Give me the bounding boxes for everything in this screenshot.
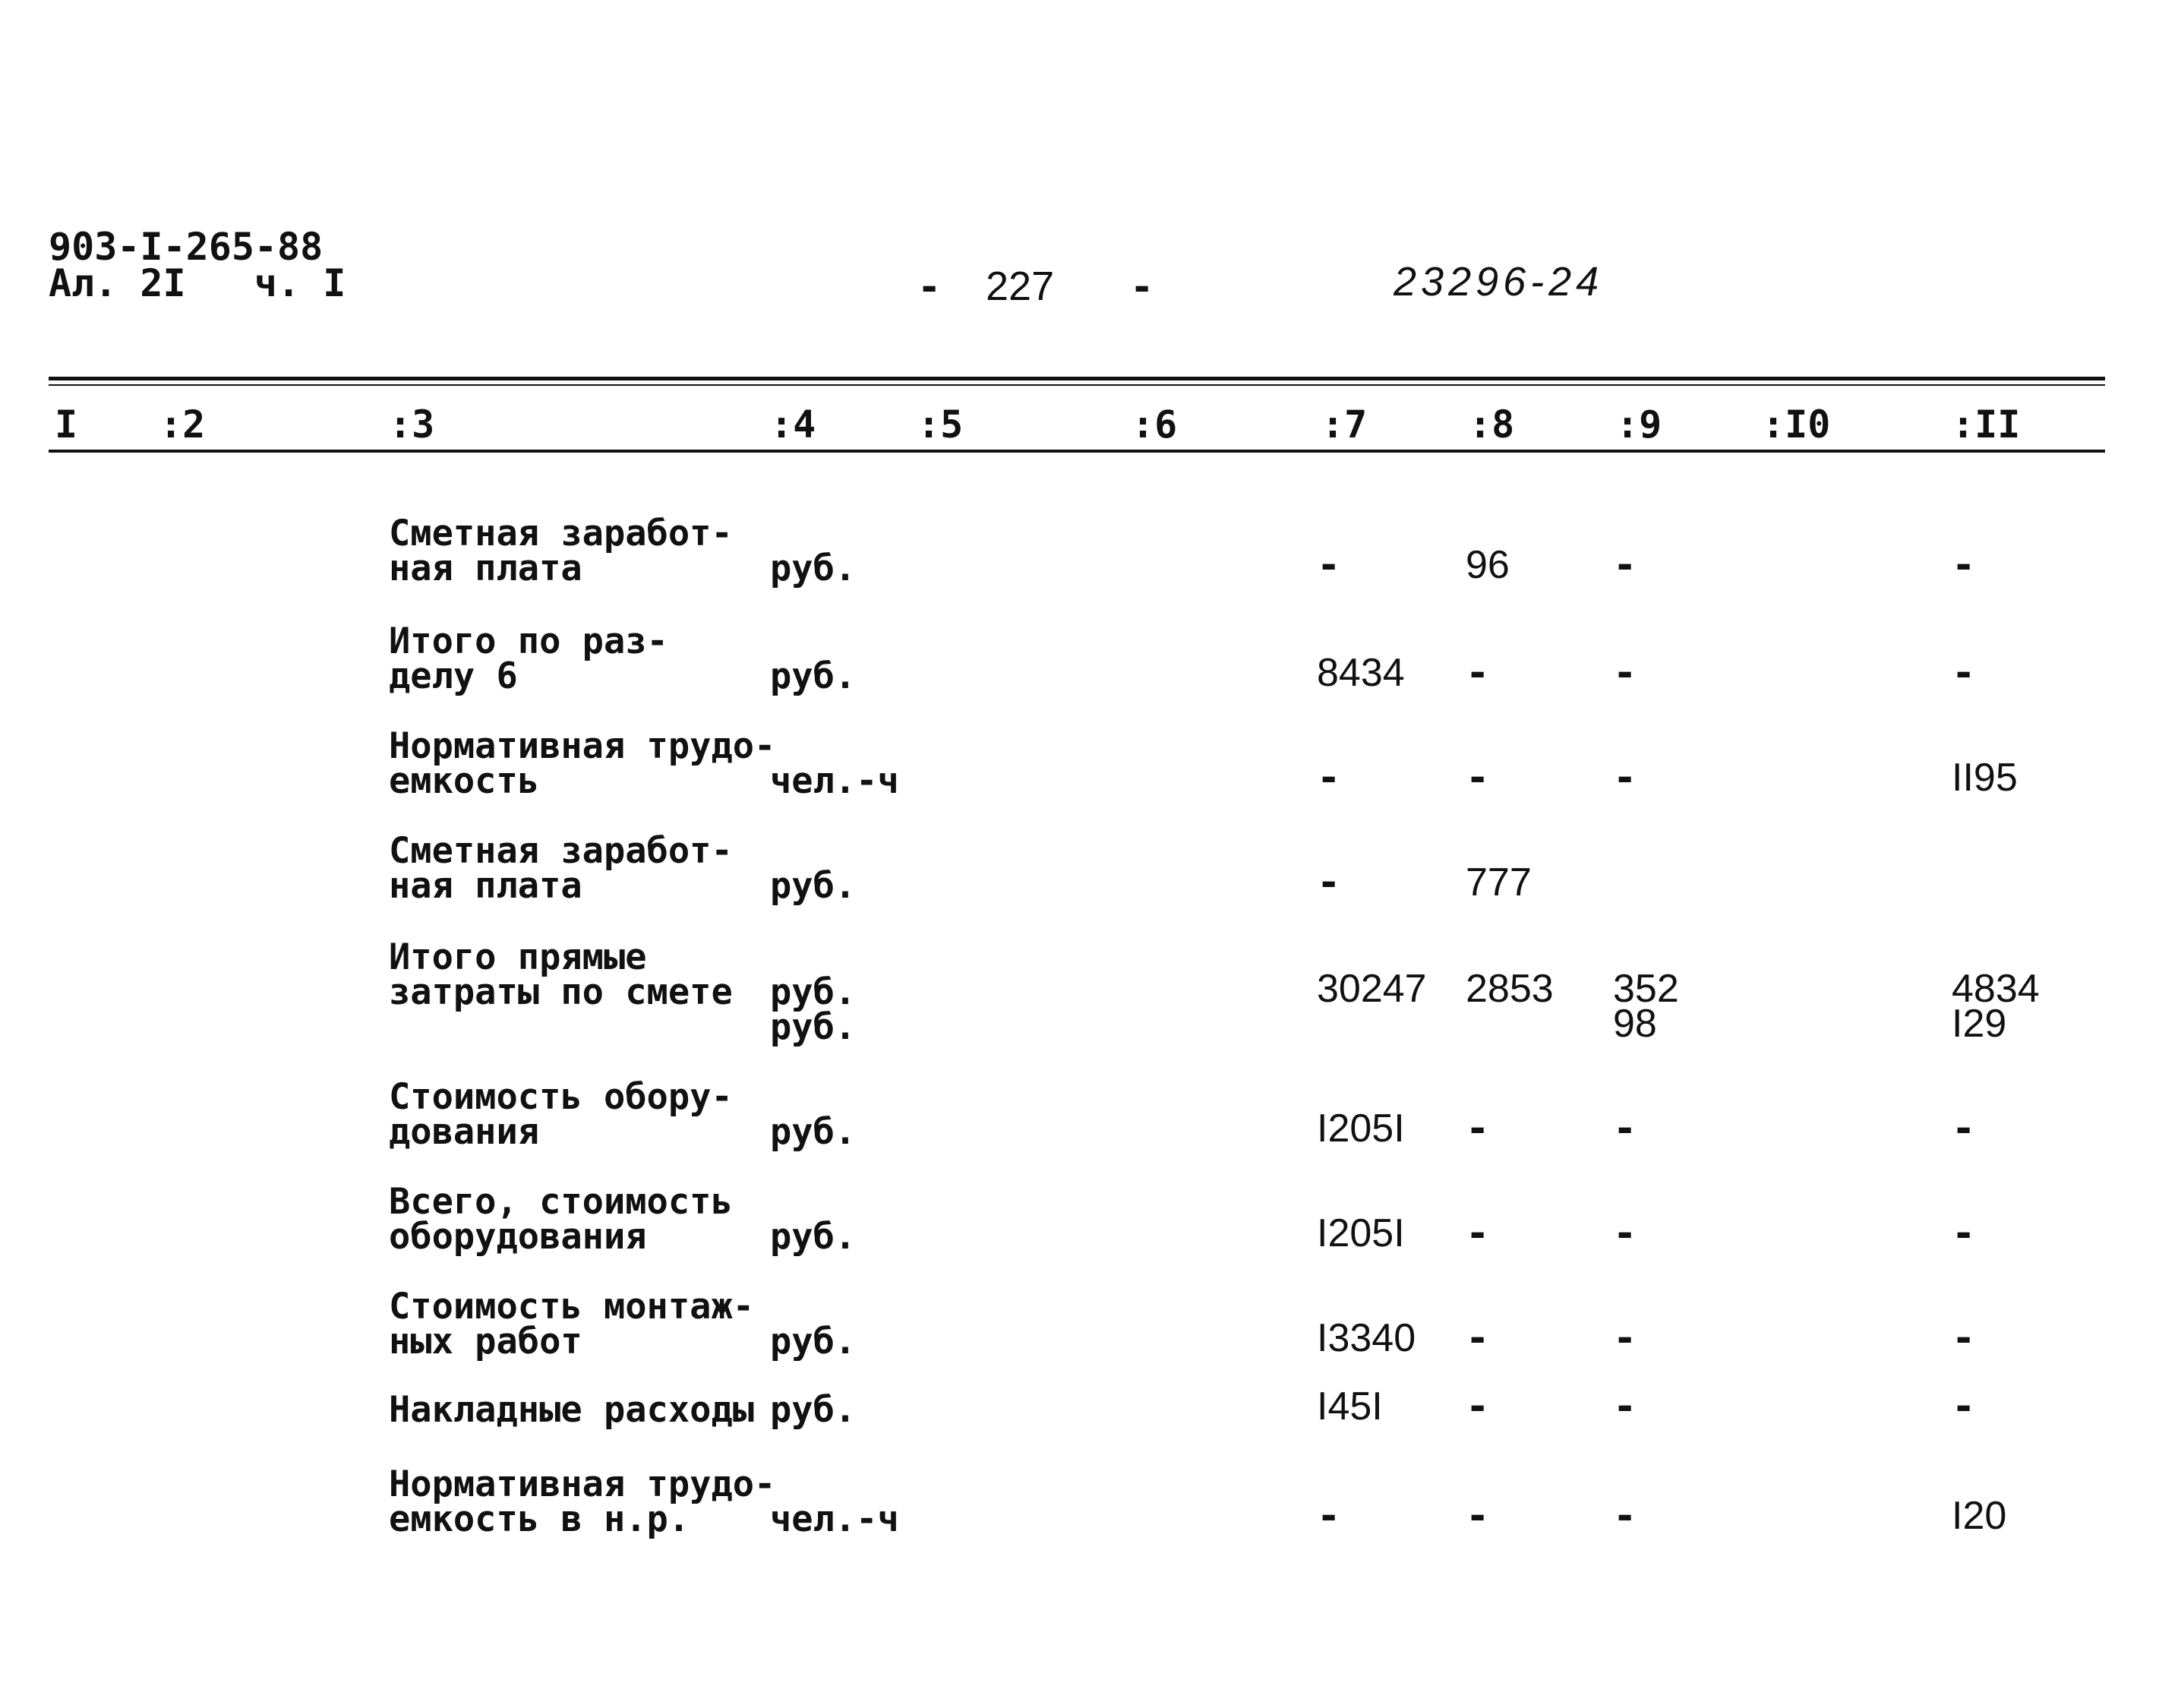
row-7-c11-value: - <box>1952 1315 1976 1361</box>
row-3-c8-value: 777 <box>1466 860 1532 905</box>
row-9-c7-value: - <box>1317 1493 1341 1539</box>
row-3-description: ная плата <box>389 865 582 907</box>
column-header-underline <box>49 450 2105 453</box>
row-3-c7-value: - <box>1317 860 1341 905</box>
row-8-unit: руб. <box>770 1389 857 1431</box>
column-number-c6: :6 <box>1132 403 1178 447</box>
sheet-info: Ал. 2I ч. I <box>49 261 346 305</box>
row-6-unit: руб. <box>770 1216 857 1258</box>
row-4-c9-value: 352 <box>1613 967 1679 1011</box>
row-6-c11-value: - <box>1952 1211 1976 1256</box>
row-4-unit: руб. <box>770 1006 857 1048</box>
column-number-c8: :8 <box>1469 403 1515 447</box>
row-3-description: Сметная заработ- <box>389 830 733 872</box>
row-4-c11-value: 4834 <box>1952 967 2040 1011</box>
column-number-c3: :3 <box>389 403 435 447</box>
row-9-description: Нормативная трудо- <box>389 1463 776 1505</box>
row-8-c8-value: - <box>1466 1384 1490 1429</box>
row-0-unit: руб. <box>770 548 857 589</box>
row-1-description: делу 6 <box>389 655 518 697</box>
row-8-c9-value: - <box>1613 1384 1637 1429</box>
row-2-description: Нормативная трудо- <box>389 725 776 767</box>
row-6-description: Всего, стоимость <box>389 1181 733 1223</box>
row-5-c11-value: - <box>1952 1106 1976 1151</box>
column-number-c11: :II <box>1952 403 2021 447</box>
column-number-c2: :2 <box>159 403 206 447</box>
row-5-c8-value: - <box>1466 1106 1490 1151</box>
column-number-c9: :9 <box>1616 403 1662 447</box>
page-dash-right: - <box>1130 264 1154 310</box>
row-2-unit: чел.-ч <box>770 760 899 802</box>
page-number: 227 <box>986 264 1055 309</box>
column-number-c7: :7 <box>1321 403 1368 447</box>
row-4-unit: руб. <box>770 971 857 1013</box>
row-7-c7-value: I3340 <box>1317 1316 1416 1360</box>
row-1-c8-value: - <box>1466 650 1490 696</box>
row-2-description: емкость <box>389 760 540 802</box>
page-dash-left: - <box>917 264 942 310</box>
row-0-c7-value: - <box>1317 542 1341 588</box>
row-6-c8-value: - <box>1466 1211 1490 1256</box>
row-4-description: затраты по смете <box>389 971 733 1013</box>
row-7-c9-value: - <box>1613 1315 1637 1361</box>
row-6-c9-value: - <box>1613 1211 1637 1256</box>
row-7-description: ных работ <box>389 1321 582 1362</box>
row-1-unit: руб. <box>770 655 857 697</box>
row-6-c7-value: I205I <box>1317 1211 1405 1255</box>
row-1-description: Итого по раз- <box>389 620 668 662</box>
row-7-description: Стоимость монтаж- <box>389 1286 755 1328</box>
row-9-description: емкость в н.р. <box>389 1498 690 1540</box>
row-4-description: Итого прямые <box>389 936 647 978</box>
top-rule-thin <box>49 384 2105 386</box>
row-8-c7-value: I45I <box>1317 1384 1383 1429</box>
column-number-c5: :5 <box>917 403 964 447</box>
column-number-c10: :I0 <box>1762 403 1831 447</box>
row-4-c11-value: I29 <box>1952 1002 2007 1046</box>
row-9-unit: чел.-ч <box>770 1498 899 1540</box>
row-4-c8-value: 2853 <box>1466 967 1554 1011</box>
row-0-c11-value: - <box>1952 542 1976 588</box>
row-5-description: Стоимость обору- <box>389 1076 733 1118</box>
row-9-c8-value: - <box>1466 1493 1490 1539</box>
row-5-c9-value: - <box>1613 1106 1637 1151</box>
row-8-description: Накладные расходы <box>389 1389 755 1431</box>
row-7-unit: руб. <box>770 1321 857 1362</box>
handwritten-stamp: 23296-24 <box>1394 259 1604 305</box>
row-1-c9-value: - <box>1613 650 1637 696</box>
row-9-c9-value: - <box>1613 1493 1637 1539</box>
row-2-c8-value: - <box>1466 755 1490 800</box>
top-rule-thick <box>49 377 2105 380</box>
row-5-unit: руб. <box>770 1111 857 1153</box>
column-number-c4: :4 <box>770 403 816 447</box>
row-8-c11-value: - <box>1952 1384 1976 1429</box>
row-7-c8-value: - <box>1466 1315 1490 1361</box>
row-1-c7-value: 8434 <box>1317 651 1405 695</box>
row-4-c7-value: 30247 <box>1317 967 1427 1011</box>
row-4-c9-value: 98 <box>1613 1002 1657 1046</box>
row-0-description: Сметная заработ- <box>389 513 733 554</box>
row-6-description: оборудования <box>389 1216 647 1258</box>
row-3-unit: руб. <box>770 865 857 907</box>
row-9-c11-value: I20 <box>1952 1494 2007 1538</box>
row-0-description: ная плата <box>389 548 582 589</box>
row-1-c11-value: - <box>1952 650 1976 696</box>
doc-code: 903-I-265-88 <box>49 225 324 269</box>
row-5-c7-value: I205I <box>1317 1107 1405 1151</box>
row-0-c8-value: 96 <box>1466 543 1510 587</box>
row-2-c7-value: - <box>1317 755 1341 800</box>
row-2-c9-value: - <box>1613 755 1637 800</box>
row-2-c11-value: II95 <box>1952 756 2018 800</box>
row-0-c9-value: - <box>1613 542 1637 588</box>
row-5-description: дования <box>389 1111 540 1153</box>
column-number-c1: I <box>55 403 78 447</box>
